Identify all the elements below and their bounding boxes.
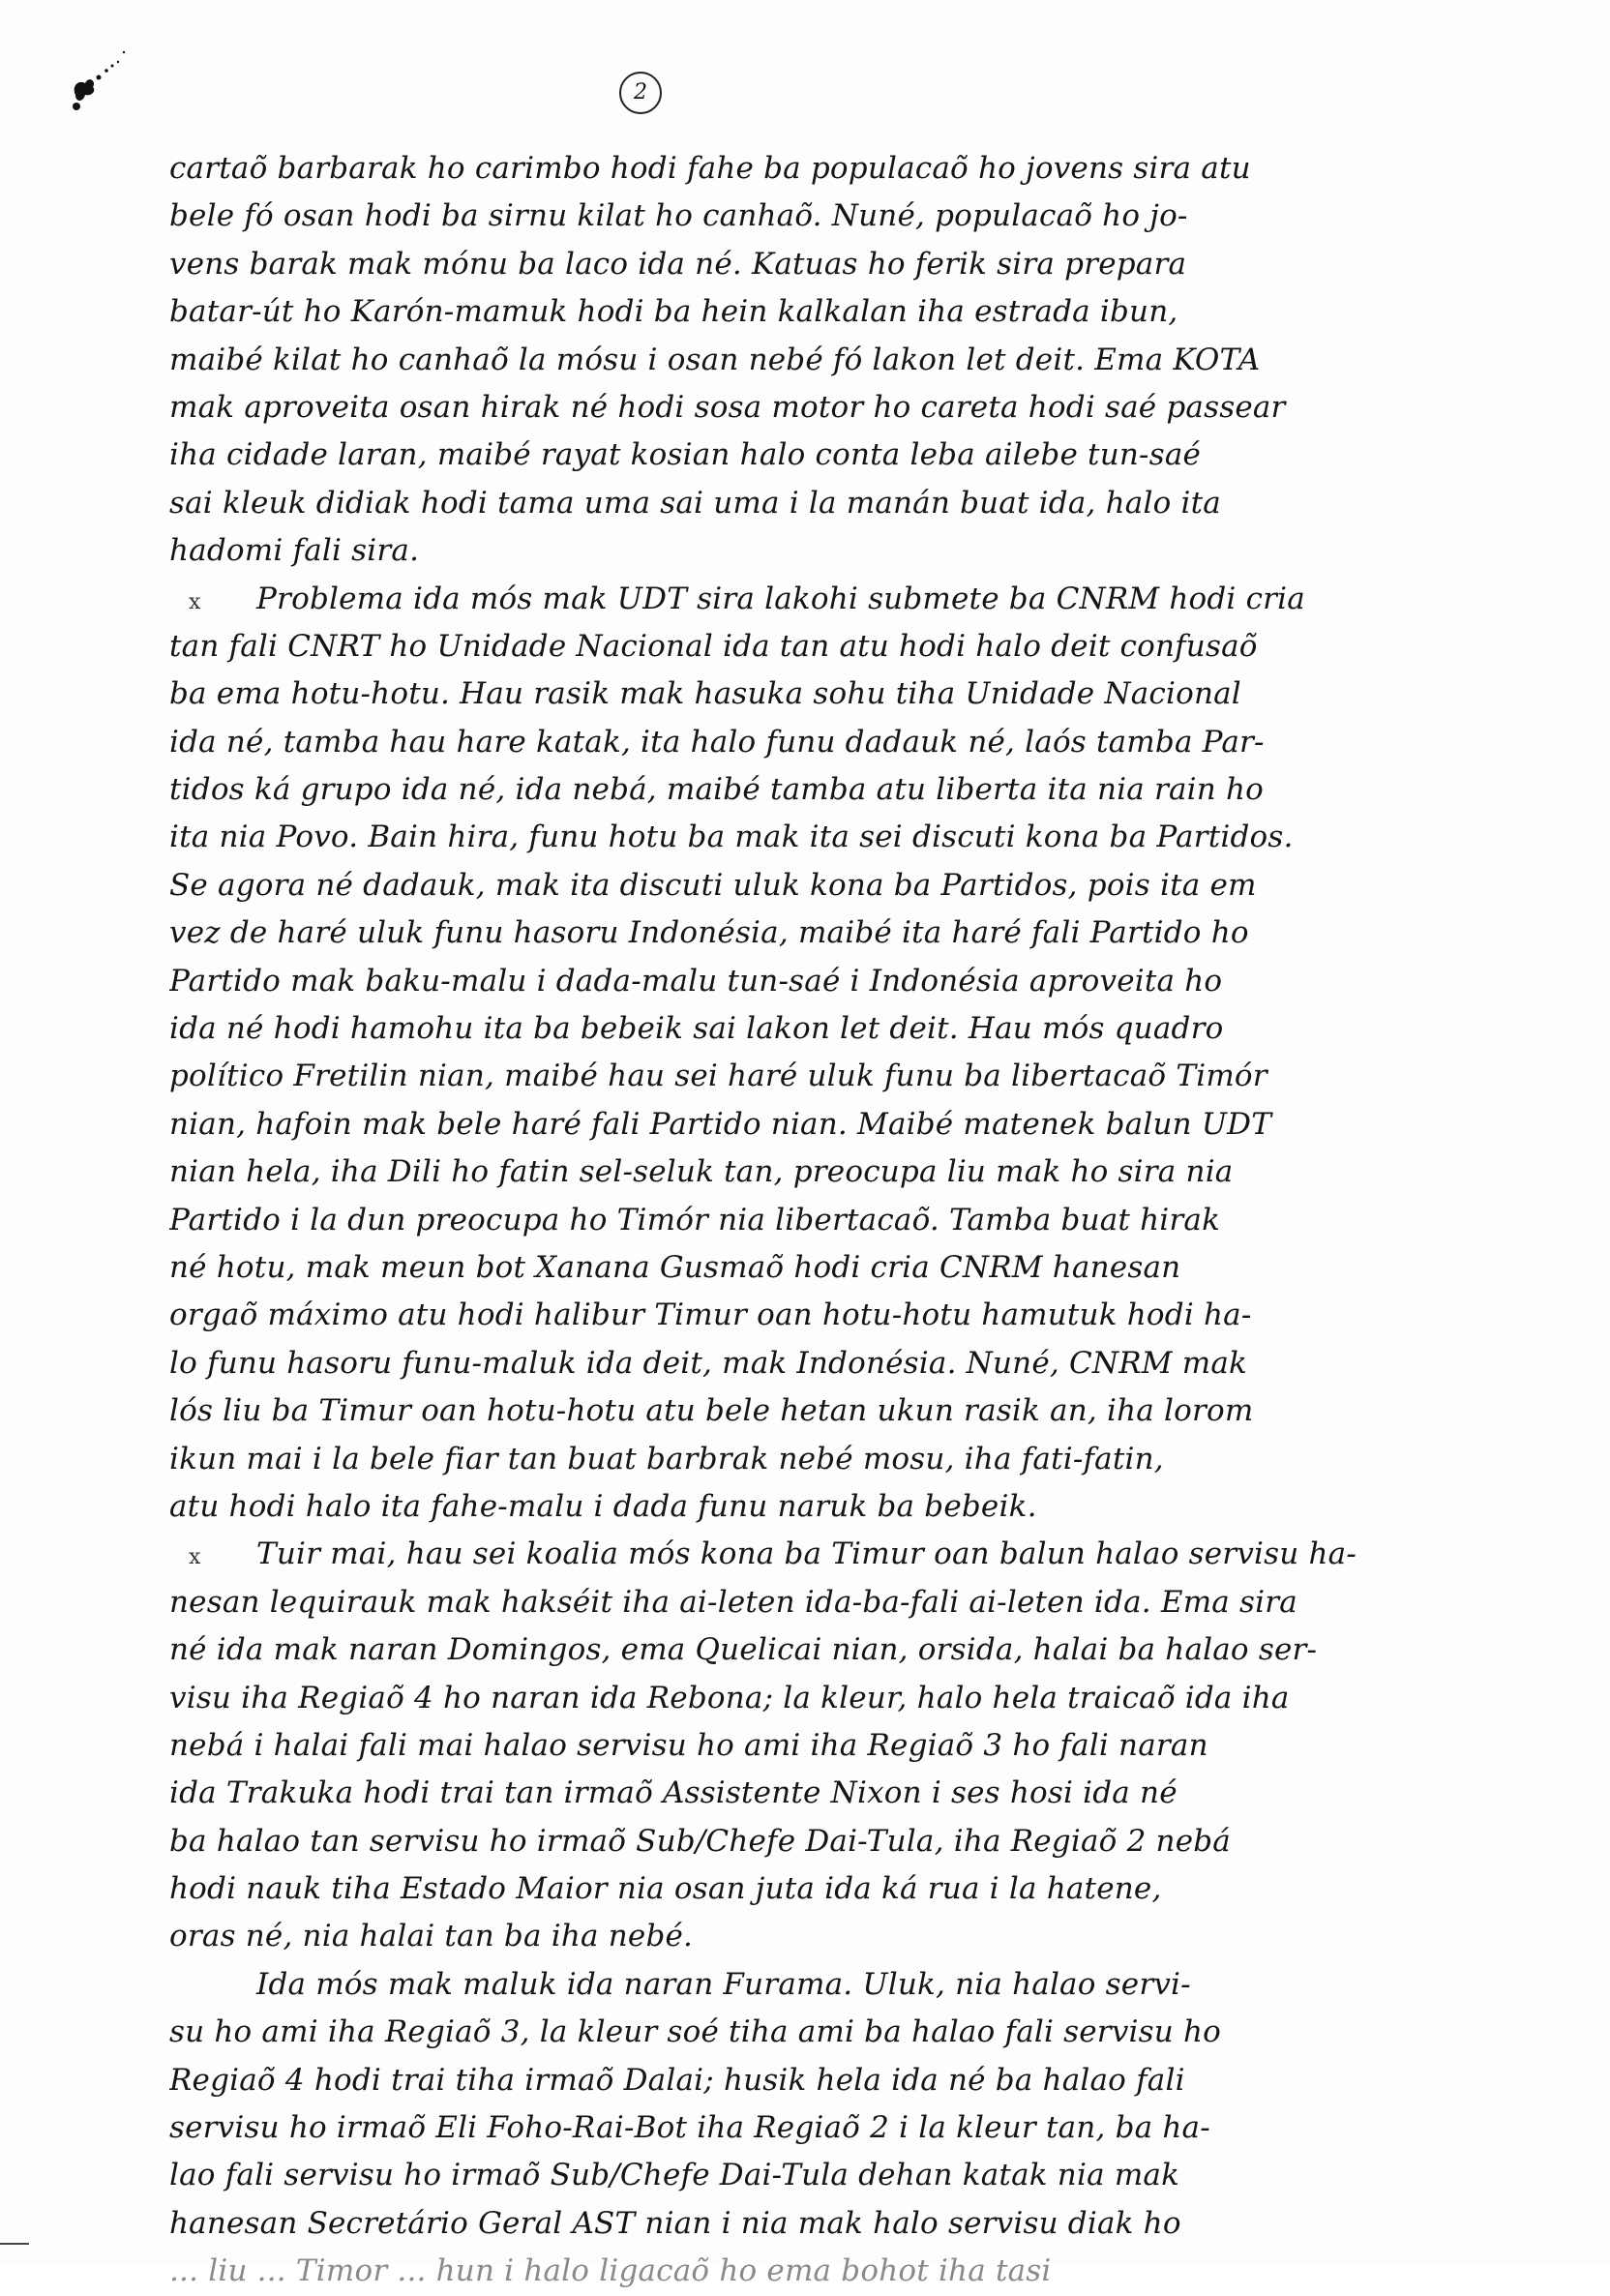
text-line: mak aproveita osan hirak né hodi sosa motor ho careta hodi saé passear [169, 389, 1286, 425]
text-line: ida né hodi hamohu ita ba bebeik sai lakon let deit. Hau mós quadro [169, 1011, 1224, 1047]
text-line: su ho ami iha Regiaõ 3, la kleur soé tiha ami ba halao fali servisu ho [169, 2014, 1222, 2050]
text-line: lao fali servisu ho irmaõ Sub/Chefe Dai-Tula dehan katak nia mak [169, 2158, 1180, 2193]
text-line: Tuir mai, hau sei koalia mós kona ba Timur oan balun halao servisu ha- [256, 1536, 1357, 1572]
paragraph-start-line: Ida mós mak maluk ida naran Furama. Uluk, nia halao servi- [256, 1966, 1191, 2002]
text-line: oras né, nia halai tan ba iha nebé. [169, 1919, 694, 1954]
text-line: hadomi fali sira. [169, 533, 420, 569]
text-line: tidos ká grupo ida né, ida nebá, maibé tamba atu liberta ita nia rain ho [169, 772, 1265, 808]
text-line: né hotu, mak meun bot Xanana Gusmaõ hodi cria CNRM hanesan [169, 1249, 1181, 1285]
text-line: sai kleuk didiak hodi tama uma sai uma i la manán buat ida, halo ita [169, 485, 1221, 521]
text-line: nesan lequirauk mak hakséit iha ai-leten ida-ba-fali ai-leten ida. Ema sira [169, 1584, 1297, 1620]
text-line: nebá i halai fali mai halao servisu ho ami iha Regiaõ 3 ho fali naran [169, 1727, 1208, 1763]
text-line: ita nia Povo. Bain hira, funu hotu ba mak ita sei discuti kona ba Partidos. [169, 820, 1294, 855]
text-line: Regiaõ 4 hodi trai tiha irmaõ Dalai; husik hela ida né ba halao fali [169, 2062, 1185, 2098]
text-line: Partido i la dun preocupa ho Timór nia libertacaõ. Tamba buat hirak [169, 1202, 1221, 1237]
text-line: ida né, tamba hau hare katak, ita halo funu dadauk né, laós tamba Par- [169, 724, 1265, 760]
text-line: nian hela, iha Dili ho fatin sel-seluk tan, preocupa liu mak ho sira nia [169, 1154, 1234, 1190]
text-line: né ida mak naran Domingos, ema Quelicai nian, orsida, halai ba halao ser- [169, 1632, 1318, 1668]
text-line: hanesan Secretário Geral AST nian i nia mak halo servisu diak ho [169, 2205, 1181, 2241]
text-line: hodi nauk tiha Estado Maior nia osan juta ida ká rua i la hatene, [169, 1871, 1162, 1907]
ink-blot-mark [68, 39, 164, 135]
text-line: nian, hafoin mak bele haré fali Partido nian. Maibé matenek balun UDT [169, 1106, 1272, 1142]
text-line: atu hodi halo ita fahe-malu i dada funu naruk ba bebeik. [169, 1488, 1037, 1524]
scan-edge-mark [0, 2243, 29, 2245]
text-line: vens barak mak mónu ba laco ida né. Katuas ho ferik sira prepara [169, 246, 1187, 282]
text-line: vez de haré uluk funu hasoru Indonésia, maibé ita haré fali Partido ho [169, 915, 1249, 951]
text-line: maibé kilat ho canhaõ la mósu i osan nebé fó lakon let deit. Ema KOTA [169, 342, 1261, 377]
text-line: político Fretilin nian, maibé hau sei haré uluk funu ba libertacaõ Timór [169, 1059, 1267, 1094]
text-line: iha cidade laran, maibé rayat kosian halo conta leba ailebe tun-saé [169, 437, 1202, 473]
text-line-cut-off: ... liu ... Timor ... hun i halo ligacaõ ho ema bohot iha tasi [169, 2253, 1052, 2289]
paragraph-start-line: x Problema ida mós mak UDT sira lakohi submete ba CNRM hodi cria [189, 581, 1305, 616]
page-number: 2 [619, 72, 662, 114]
text-line: Problema ida mós mak UDT sira lakohi submete ba CNRM hodi cria [256, 581, 1305, 616]
handwritten-text [169, 145, 1476, 2296]
text-line: batar-út ho Karón-mamuk hodi ba hein kalkalan iha estrada ibun, [169, 294, 1178, 330]
text-line: Se agora né dadauk, mak ita discuti uluk kona ba Partidos, pois ita em [169, 867, 1257, 903]
text-line: ba halao tan servisu ho irmaõ Sub/Chefe Dai-Tula, iha Regiaõ 2 nebá [169, 1823, 1231, 1859]
paragraph-start-line: x Tuir mai, hau sei koalia mós kona ba Timur oan balun halao servisu ha- [189, 1536, 1357, 1572]
text-line: tan fali CNRT ho Unidade Nacional ida tan atu hodi halo deit confusaõ [169, 628, 1258, 664]
text-line: ikun mai i la bele fiar tan buat barbrak nebé mosu, iha fati-fatin, [169, 1441, 1164, 1476]
text-line: lós liu ba Timur oan hotu-hotu atu bele hetan ukun rasik an, iha lorom [169, 1393, 1254, 1429]
text-line: ba ema hotu-hotu. Hau rasik mak hasuka sohu tiha Unidade Nacional [169, 676, 1241, 712]
text-line: lo funu hasoru funu-maluk ida deit, mak Indonésia. Nuné, CNRM mak [169, 1345, 1248, 1381]
text-line: Partido mak baku-malu i dada-malu tun-saé i Indonésia aproveita ho [169, 963, 1223, 999]
text-line: ida Trakuka hodi trai tan irmaõ Assistente Nixon i ses hosi ida né [169, 1775, 1178, 1811]
text-line: cartaõ barbarak ho carimbo hodi fahe ba populacaõ ho jovens sira atu [169, 151, 1251, 186]
text-line: servisu ho irmaõ Eli Foho-Rai-Bot iha Regiaõ 2 i la kleur tan, ba ha- [169, 2110, 1210, 2146]
text-line: orgaõ máximo atu hodi halibur Timur oan hotu-hotu hamutuk hodi ha- [169, 1297, 1252, 1333]
text-line: bele fó osan hodi ba sirnu kilat ho canhaõ. Nuné, populacaõ ho jo- [169, 198, 1188, 234]
text-line: visu iha Regiaõ 4 ho naran ida Rebona; la kleur, halo hela traicaõ ida iha [169, 1680, 1290, 1715]
